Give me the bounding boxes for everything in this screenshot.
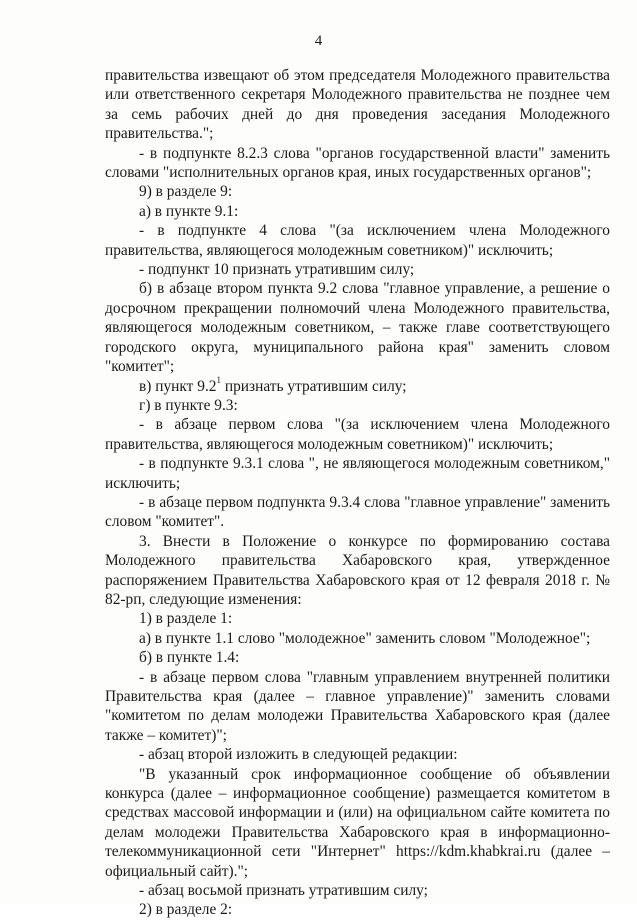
document-body xyxy=(105,66,610,920)
paragraph: а) в пункте 9.1: xyxy=(139,202,239,220)
superscript: 1 xyxy=(216,375,221,386)
paragraph: б) в пункте 1.4: xyxy=(139,649,240,667)
paragraph: - в подпункте 8.2.3 слова "органов государственной власти" заменить словами "исполнительных органов края, иных государственных органов"; xyxy=(105,144,610,182)
page-number: 4 xyxy=(314,33,323,49)
paragraph: - в подпункте 4 слова "(за исключением члена Молодежного правительства, являющегося молодежным советником)" исключить; xyxy=(105,222,610,259)
paragraph: а) в пункте 1.1 слово "молодежное" заменить словом "Молодежное"; xyxy=(139,629,591,647)
paragraph: "В указанный срок информационное сообщение об объявлении конкурса (далее – информационное сообщение) размещается комитетом в средствах массовой информации и (или) на официальном сайте комитета по делам молодежи Правительства Хабаровского края в информационно-телекоммуникационной сети "Интернет" https://kdm.khabkrai.ru (далее – официальный сайт)."; xyxy=(105,765,610,880)
paragraph: 1) в разделе 1: xyxy=(139,610,233,628)
paragraph-with-superscript xyxy=(105,377,610,396)
paragraph: - в абзаце первом подпункта 9.3.4 слова "главное управление" заменить словом "комитет". xyxy=(105,493,610,531)
paragraph: - в подпункте 9.3.1 слова ", не являющегося молодежным советником," исключить; xyxy=(105,455,610,492)
paragraph-text-before: в) пункт 9.2 xyxy=(139,377,217,395)
paragraph: - абзац второй изложить в следующей редакции: xyxy=(139,746,458,764)
paragraph: - подпункт 10 признать утратившим силу; xyxy=(139,261,415,279)
paragraph: 3. Внести в Положение о конкурсе по формированию состава Молодежного правительства Хабаровского края, утвержденное распоряжением Правительства Хабаровского края от 12 февраля 2018 г. № 82-рп, следующие изменения: xyxy=(105,532,610,608)
paragraph: г) в пункте 9.3: xyxy=(139,396,238,414)
paragraph: - в абзаце первом слова "(за исключением члена Молодежного правительства, являющегося молодежным советником)" исключить; xyxy=(105,416,610,453)
paragraph: 9) в разделе 9: xyxy=(139,183,233,201)
paragraph: б) в абзаце втором пункта 9.2 слова "главное управление, а решение о досрочном прекращении полномочий члена Молодежного правительства, являющегося молодежным советником, – также главе соответствующего городского округа, муниципального района края" заменить словом "комитет"; xyxy=(105,280,610,376)
paragraph: - абзац восьмой признать утратившим силу; xyxy=(139,882,428,900)
paragraph: 2) в разделе 2: xyxy=(139,901,233,919)
paragraph: - в абзаце первом слова "главным управлением внутренней политики Правительства края (далее – главное управление)" заменить словами "комитетом по делам молодежи Правительства Хабаровского края (далее также – комитет)"; xyxy=(105,668,610,744)
paragraph: правительства извещают об этом председателя Молодежного правительства или ответственного секретаря Молодежного правительства не позднее чем за семь рабочих дней до дня проведения заседания Молодежного правительства."; xyxy=(105,67,610,143)
paragraph-text-after: признать утратившим силу; xyxy=(221,377,407,395)
